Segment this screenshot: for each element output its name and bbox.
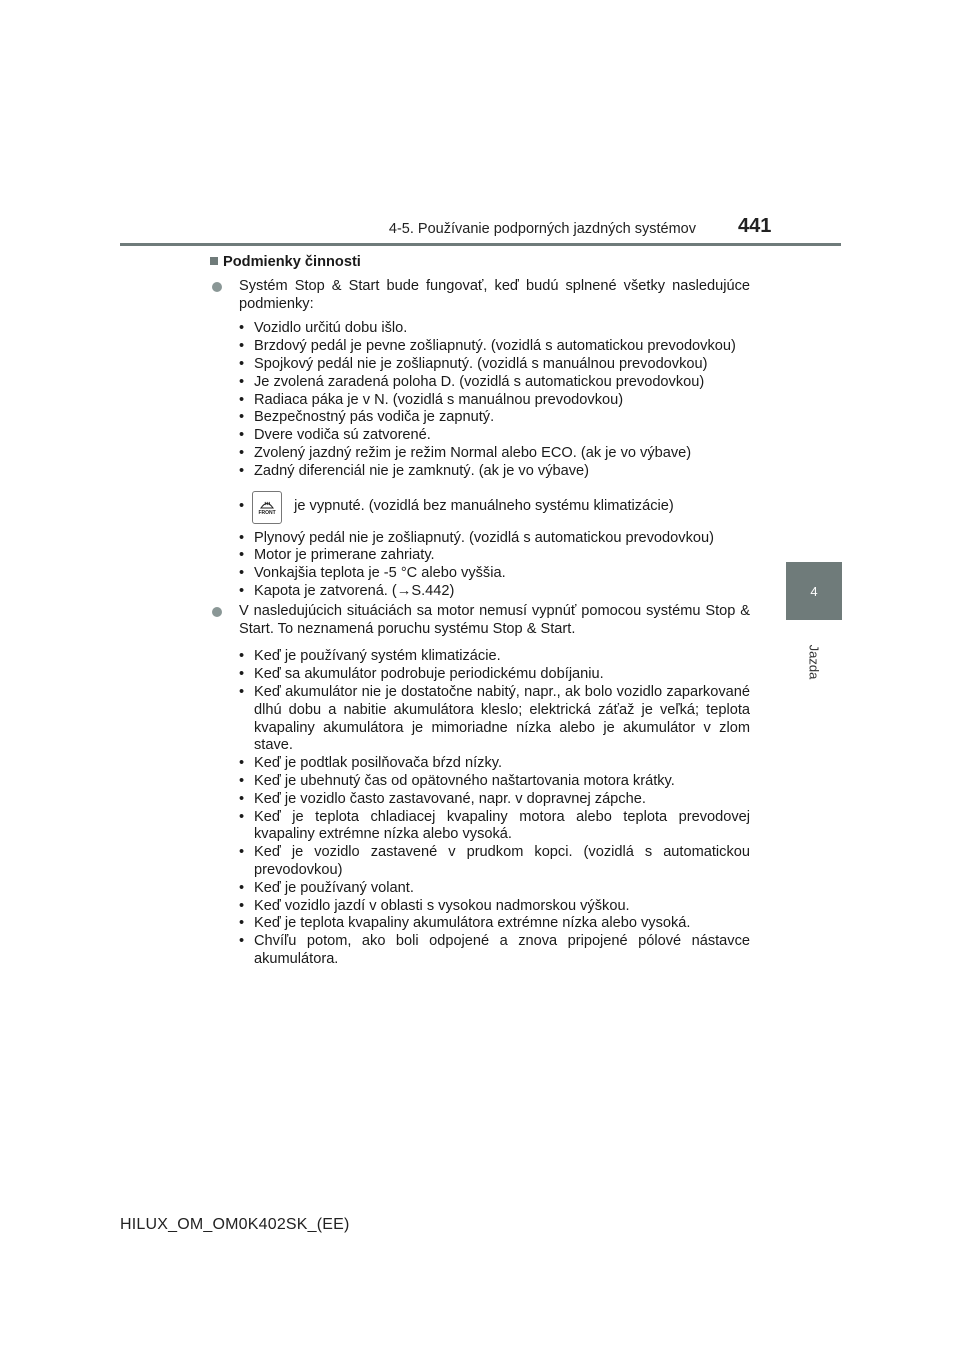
front-defroster-icon [252,491,282,524]
section-heading-text: Podmienky činnosti [223,254,361,270]
list-item: • Keď vozidlo jazdí v oblasti s vysokou nadmorskou výškou. [239,898,750,916]
icon-condition-bullet: • [239,498,245,515]
defroster-symbol-icon [260,498,274,510]
list-item: • Plynový pedál nie je zošliapnutý. (vozidlá s automatickou prevodovkou) [239,530,750,548]
conditions-list-b [210,530,750,601]
chapter-tab-label [800,632,828,692]
list-item: • Spojkový pedál nie je zošliapnutý. (vozidlá s manuálnou prevodovkou) [239,356,750,374]
list-item: • Keď je teplota chladiacej kvapaliny motora alebo teplota prevodovej kvapaliny extrémne nízka alebo vysoká. [239,809,750,845]
square-bullet-icon [210,257,218,265]
list-item: • Keď je podtlak posilňovača bŕzd nízky. [239,755,750,773]
list-item: • Keď sa akumulátor podrobuje periodickému dobíjaniu. [239,666,750,684]
list-item: • Radiaca páka je v N. (vozidlá s manuálnou prevodovkou) [239,392,750,410]
list-item: • Vozidlo určitú dobu išlo. [239,320,750,338]
chapter-tab-label-text: Jazda [806,644,822,680]
list-item: • Keď akumulátor nie je dostatočne nabitý, napr., ak bolo vozidlo zaparkované dlhú dobu a nabitie akumulátora kleslo; elektrická záťaž je veľká; teplota kvapaliny akumulátora je mimoriadne nízka alebo je akumulátor v zlom stave. [239,684,750,755]
list-item: • Chvíľu potom, ako boli odpojené a znova pripojené pólové nástavce akumulátora. [239,933,750,969]
header-divider [120,243,841,246]
list-item: • Keď je používaný systém klimatizácie. [239,648,750,666]
list-item: • Keď je vozidlo často zastavované, napr. v dopravnej zápche. [239,791,750,809]
condition-intro-paragraph [210,278,750,314]
chapter-tab [786,562,842,620]
front-icon-label: FRONT [258,510,276,517]
section-heading [210,254,750,272]
list-item: • Dvere vodiča sú zatvorené. [239,427,750,445]
list-item: • Brzdový pedál je pevne zošliapnutý. (vozidlá s automatickou prevodovkou) [239,338,750,356]
list-item: • Keď je teplota kvapaliny akumulátora extrémne nízka alebo vysoká. [239,915,750,933]
list-item: • Keď je ubehnutý čas od opätovného naštartovania motora krátky. [239,773,750,791]
conditions-list-a [210,320,750,480]
list-item: • Vonkajšia teplota je -5 °C alebo vyššia. [239,565,750,583]
situations-list [210,648,750,968]
list-item: • Zvolený jazdný režim je režim Normal alebo ECO. (ak je vo výbave) [239,445,750,463]
main-content [210,254,750,969]
document-code: HILUX_OM_OM0K402SK_(EE) [120,1216,350,1233]
list-item: • Motor je primerane zahriaty. [239,547,750,565]
list-item: • Je zvolená zaradená poloha D. (vozidlá s automatickou prevodovkou) [239,374,750,392]
circle-bullet-icon [212,282,222,292]
chapter-header-title: 4-5. Používanie podporných jazdných systémov [388,221,696,237]
list-item: • Bezpečnostný pás vodiča je zapnutý. [239,409,750,427]
list-item: • Keď je používaný volant. [239,880,750,898]
page-number: 441 [738,215,772,237]
circle-bullet-icon [212,607,222,617]
chapter-tab-number: 4 [810,584,818,599]
list-item: • Zadný diferenciál nie je zamknutý. (ak je vo výbave) [239,463,750,481]
list-item: • Keď je vozidlo zastavené v prudkom kopci. (vozidlá s automatickou prevodovkou) [239,844,750,880]
condition-intro-text: Systém Stop & Start bude fungovať, keď budú splnené všetky nasledujúce podmienky: [239,277,750,312]
list-item: • Kapota je zatvorená. (→S.442) [239,583,750,601]
situations-intro-text: V nasledujúcich situáciách sa motor nemusí vypnúť pomocou systému Stop & Start. To neznamená poruchu systému Stop & Start. [239,602,750,637]
situations-intro-paragraph [210,603,750,639]
icon-condition-text: je vypnuté. (vozidlá bez manuálneho systému klimatizácie) [294,498,674,515]
icon-condition-row [210,491,750,524]
